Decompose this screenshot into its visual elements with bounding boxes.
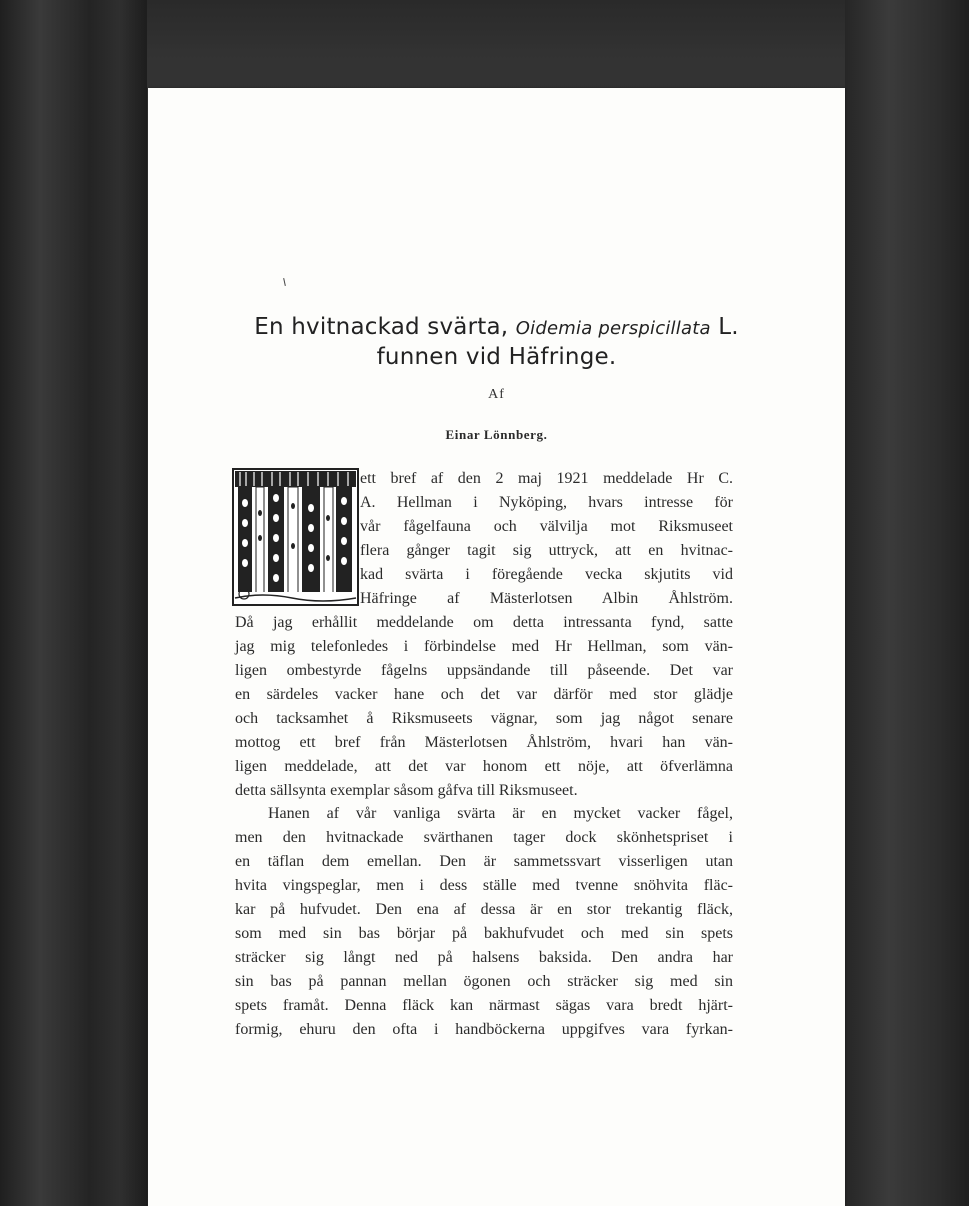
body-line: formig, ehuru den ofta i handböckerna uppgifves vara fyrkan-: [235, 1021, 733, 1038]
body-line: flera gånger tagit sig uttryck, att en hvitnac-: [360, 542, 733, 559]
title-line-2: funnen vid Häfringe.: [376, 344, 617, 370]
body-line: kad svärta i föregående vecka skjutits vid: [360, 566, 733, 583]
body-line: A. Hellman i Nyköping, hvars intresse för: [360, 494, 733, 511]
species-name: Oidemia perspicillata: [515, 318, 711, 339]
title-text: En hvitnackad svärta,: [254, 314, 509, 340]
body-line: men den hvitnackade svärthanen tager dock skönhetspriset i: [235, 829, 733, 846]
byline-prefix: Af: [488, 387, 505, 402]
body-line: Hanen af vår vanliga svärta är en mycket vacker fågel,: [268, 805, 733, 822]
body-line: Häfringe af Mästerlotsen Albin Åhlström.: [360, 590, 733, 607]
body-line: sträcker sig långt ned på halsens baksida. Den andra har: [235, 949, 733, 966]
body-line: ligen ombestyrde fågelns uppsändande till påseende. Det var: [235, 662, 733, 679]
document-page: [148, 88, 845, 1206]
body-line: ligen meddelade, att det var honom ett nöje, att öfverlämna: [235, 758, 733, 775]
species-author: L.: [718, 314, 739, 340]
body-line: spets framåt. Denna fläck kan närmast sägas vara bredt hjärt-: [235, 997, 733, 1014]
body-line: och tacksamhet å Riksmuseets vägnar, som jag något senare: [235, 710, 733, 727]
body-line: en särdeles vacker hane och det var därför med stor glädje: [235, 686, 733, 703]
body-line: jag mig telefonledes i förbindelse med Hr Hellman, som vän-: [235, 638, 733, 655]
body-line: sin bas på pannan mellan ögonen och sträcker sig med sin: [235, 973, 733, 990]
author-name: Einar Lönnberg.: [445, 427, 548, 442]
body-line: detta sällsynta exemplar såsom gåfva till Riksmuseet.: [235, 782, 578, 799]
body-line: hvita vingspeglar, men i dess ställe med tvenne snöhvita fläc-: [235, 877, 733, 894]
body-line: mottog ett bref från Mästerlotsen Åhlström, hvari han vän-: [235, 734, 733, 751]
article-body: [148, 88, 845, 1206]
body-line: Då jag erhållit meddelande om detta intressanta fynd, satte: [235, 614, 733, 631]
body-line: som med sin bas börjar på bakhufvudet och med sin spets: [235, 925, 733, 942]
body-line: vår fågelfauna och välvilja mot Riksmuseet: [360, 518, 733, 535]
body-line: ett bref af den 2 maj 1921 meddelade Hr C.: [360, 470, 733, 487]
body-line: en täflan dem emellan. Den är sammetssvart visserligen utan: [235, 853, 733, 870]
body-line: kar på hufvudet. Den ena af dessa är en stor trekantig fläck,: [235, 901, 733, 918]
